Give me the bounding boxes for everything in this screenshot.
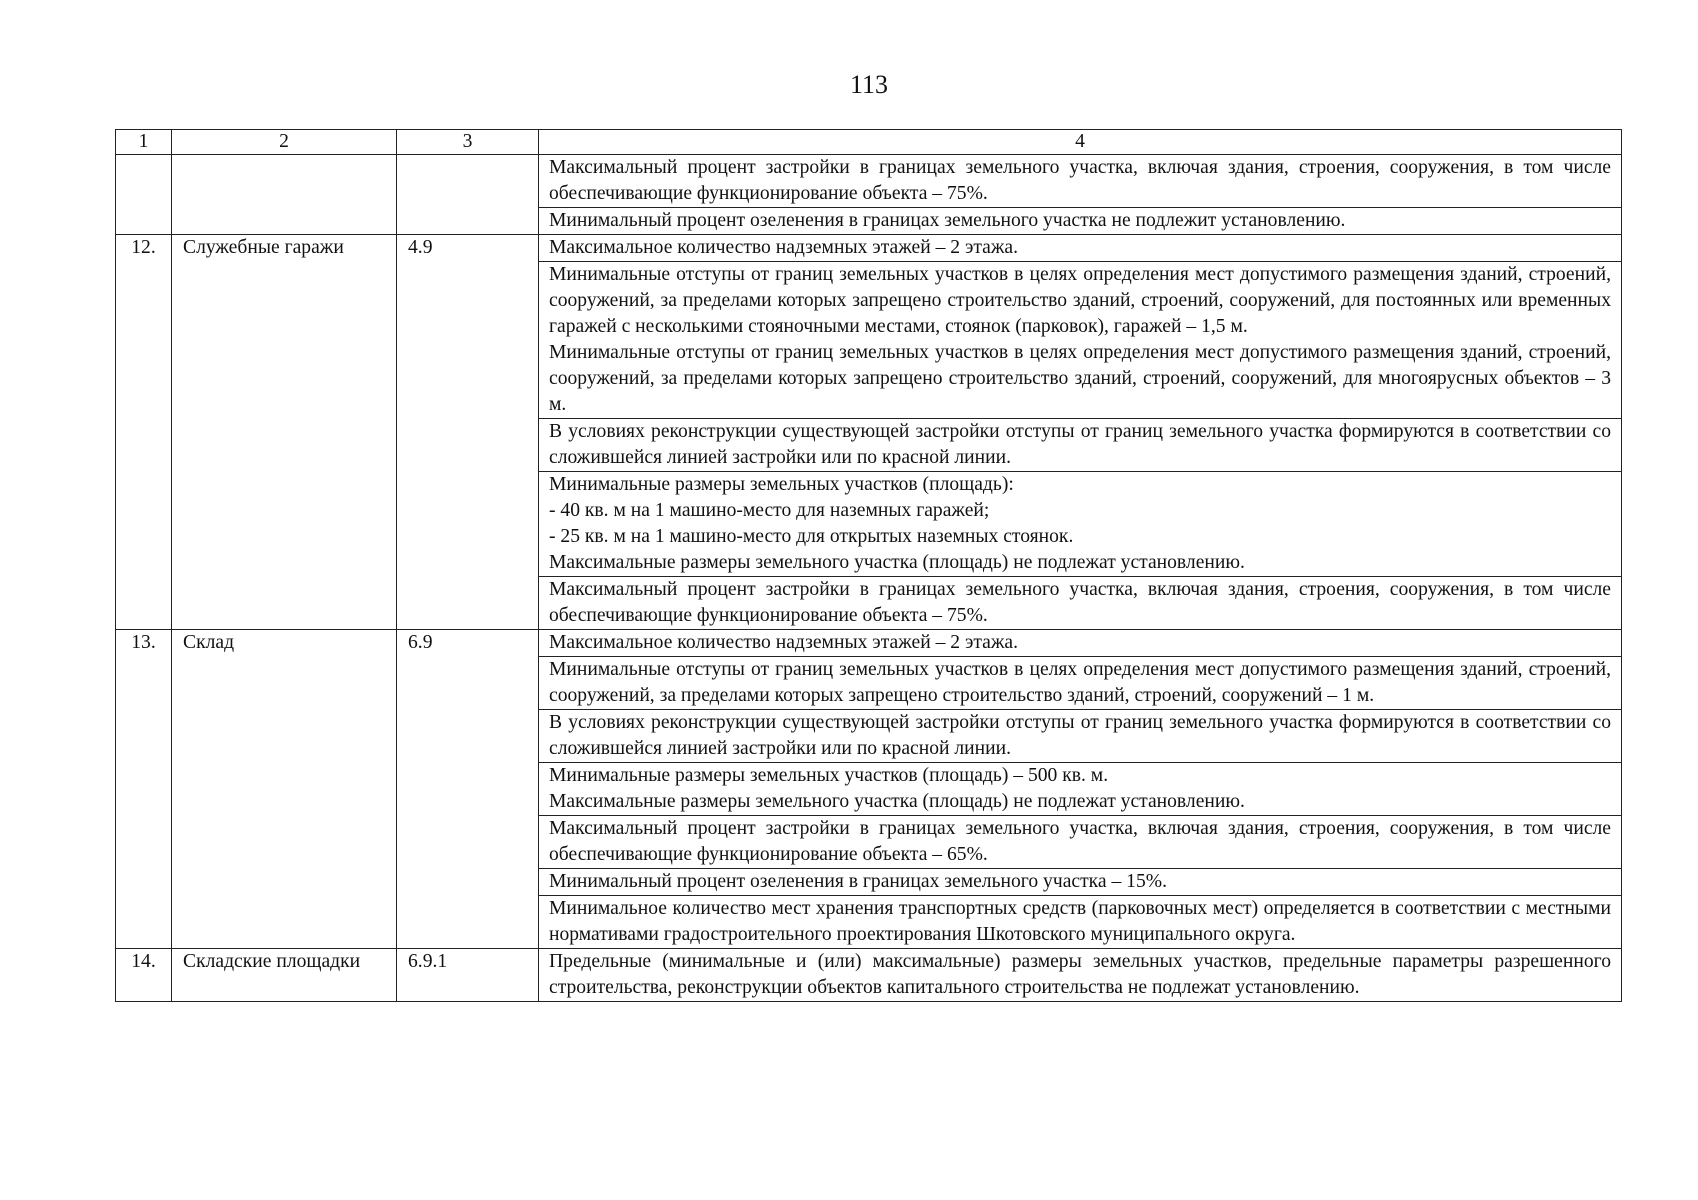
requirement-text: Минимальное количество мест хранения транспортных средств (парковочных мест) определяется в соответствии с местными нормативами градостроительного проектирования Шкотовского муниципального округа. <box>549 898 1611 945</box>
use-code-cell <box>397 155 539 235</box>
requirement-text: Минимальные отступы от границ земельных участков в целях определения мест допустимого размещения зданий, строений, сооружений, за пределами которых запрещено строительство зданий, строений, сооружений, для постоянных или временных гаражей с несколькими стояночными местами, стоянок (парковок), гаражей – 1,5 м. <box>549 264 1611 337</box>
row-number-cell <box>116 155 172 235</box>
requirement-text: В условиях реконструкции существующей застройки отступы от границ земельного участка формируются в соответствии со сложившейся линией застройки или по красной линии. <box>549 421 1611 468</box>
requirement-text: Минимальный процент озеленения в границах земельного участка не подлежит установлению. <box>549 210 1346 231</box>
zoning-parameters-table <box>115 129 1622 1002</box>
table-row <box>116 630 1622 657</box>
requirement-cell <box>539 419 1622 472</box>
column-header: 2 <box>172 130 397 155</box>
requirement-cell <box>539 869 1622 896</box>
page-number: 113 <box>849 70 889 99</box>
use-name-cell: Служебные гаражи <box>172 235 397 630</box>
requirement-text: - 40 кв. м на 1 машино-место для наземных гаражей; <box>549 500 990 521</box>
table-header-row <box>116 130 1622 155</box>
requirement-text: Максимальный процент застройки в границах земельного участка, включая здания, строения, сооружения, в том числе обеспечивающие функционирование объекта – 65%. <box>549 818 1611 865</box>
requirement-text: Максимальный процент застройки в границах земельного участка, включая здания, строения, сооружения, в том числе обеспечивающие функционирование объекта – 75%. <box>549 579 1611 626</box>
requirement-cell <box>539 262 1622 419</box>
use-code-cell: 4.9 <box>397 235 539 630</box>
requirement-text: В условиях реконструкции существующей застройки отступы от границ земельного участка формируются в соответствии со сложившейся линией застройки или по красной линии. <box>549 712 1611 759</box>
use-name-cell <box>172 155 397 235</box>
requirement-cell <box>539 949 1622 1002</box>
requirement-text: Минимальные отступы от границ земельных участков в целях определения мест допустимого размещения зданий, строений, сооружений, за пределами которых запрещено строительство зданий, строений, сооружений – 1 м. <box>549 659 1611 706</box>
requirement-text: Максимальные размеры земельного участка (площадь) не подлежат установлению. <box>549 552 1245 573</box>
requirement-cell <box>539 155 1622 208</box>
use-name-cell: Склад <box>172 630 397 949</box>
requirement-text: Максимальное количество надземных этажей – 2 этажа. <box>549 632 1019 653</box>
row-number-cell: 14. <box>116 949 172 1002</box>
row-number-cell: 13. <box>116 630 172 949</box>
requirement-text: Максимальный процент застройки в границах земельного участка, включая здания, строения, сооружения, в том числе обеспечивающие функционирование объекта – 75%. <box>549 157 1611 204</box>
requirement-text: Предельные (минимальные и (или) максимальные) размеры земельных участков, предельные параметры разрешенного строительства, реконструкции объектов капитального строительства не подлежат установлению. <box>549 951 1611 998</box>
requirement-text: - 25 кв. м на 1 машино-место для открытых наземных стоянок. <box>549 526 1074 547</box>
requirement-cell <box>539 472 1622 577</box>
requirement-text: Максимальные размеры земельного участка (площадь) не подлежат установлению. <box>549 791 1245 812</box>
requirement-cell <box>539 577 1622 630</box>
table-row <box>116 155 1622 208</box>
requirement-cell <box>539 763 1622 816</box>
requirement-cell <box>539 208 1622 235</box>
requirement-cell <box>539 657 1622 710</box>
row-number-cell: 12. <box>116 235 172 630</box>
column-header: 1 <box>116 130 172 155</box>
requirement-text: Максимальное количество надземных этажей – 2 этажа. <box>549 237 1019 258</box>
table-row <box>116 949 1622 1002</box>
requirement-cell <box>539 235 1622 262</box>
requirement-cell <box>539 896 1622 949</box>
requirement-cell <box>539 630 1622 657</box>
table-row <box>116 235 1622 262</box>
requirement-text: Минимальные размеры земельных участков (площадь): <box>549 474 1014 495</box>
requirement-cell <box>539 710 1622 763</box>
requirement-text: Минимальный процент озеленения в границах земельного участка – 15%. <box>549 871 1167 892</box>
requirement-text: Минимальные отступы от границ земельных участков в целях определения мест допустимого размещения зданий, строений, сооружений, за пределами которых запрещено строительство зданий, строений, сооружений, для многоярусных объектов – 3 м. <box>549 342 1611 415</box>
column-header: 4 <box>539 130 1622 155</box>
use-name-cell: Складские площадки <box>172 949 397 1002</box>
requirement-text: Минимальные размеры земельных участков (площадь) – 500 кв. м. <box>549 765 1109 786</box>
column-header: 3 <box>397 130 539 155</box>
use-code-cell: 6.9.1 <box>397 949 539 1002</box>
use-code-cell: 6.9 <box>397 630 539 949</box>
requirement-cell <box>539 816 1622 869</box>
